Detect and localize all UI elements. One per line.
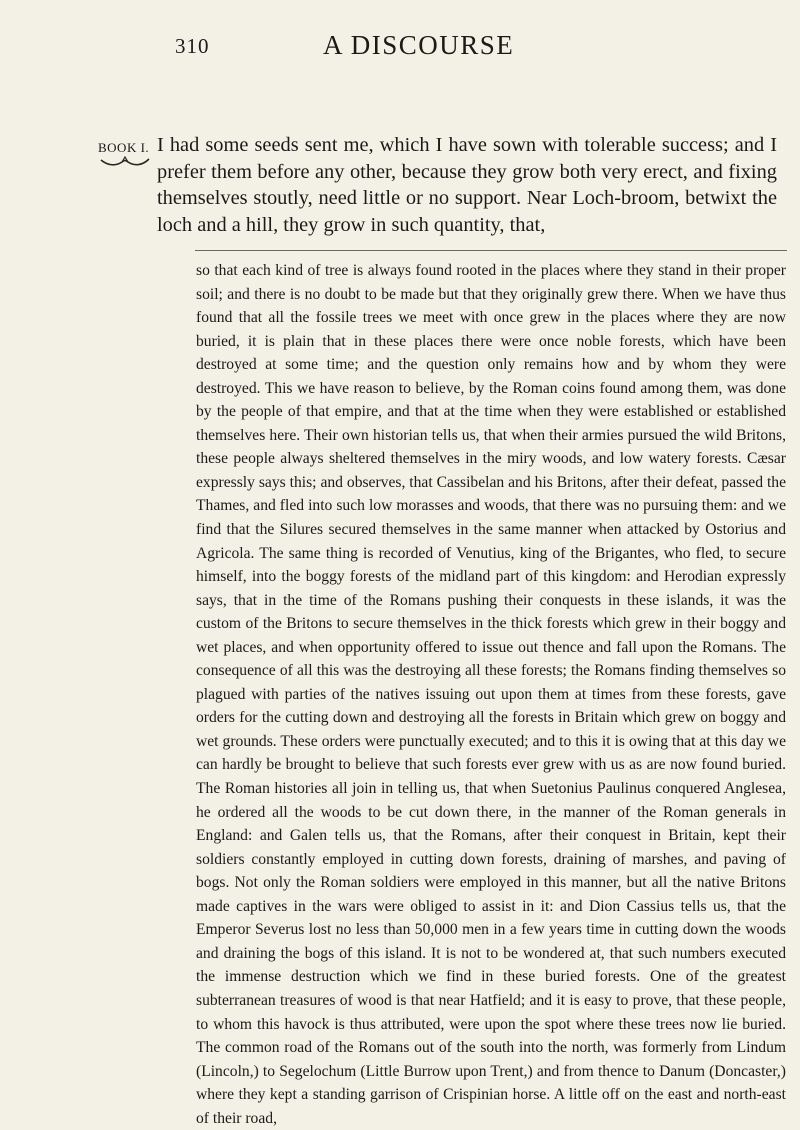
footnote-paragraph: so that each kind of tree is always found rooted in the places where they stand in their proper soil; and there is no doubt to be made but that they originally grew there. When we have thus found that all the fossile trees we meet with once grew in the places where they are now buried, it is plain that in these places there were once noble forests, which have been destroyed at some time; and the question only remains how and by whom they were destroyed. This we have reason to believe, by the Roman coins found among them, was done by the people of that empire, and that at the time when they were established or established themselves here. Their own historian tells us, that when their armies pursued the wild Britons, these people always sheltered themselves in the miry woods, and low watery forests. Cæsar expressly says this; and observes, that Cassibelan and his Britons, after their defeat, passed the Thames, and fled into such low morasses and woods, that there was no pursuing them: and we find that the Silures secured themselves in the same manner when attacked by Ostorius and Agricola. The same thing is recorded of Venutius, king of the Brigantes, who fled, to secure himself, into the boggy forests of the midland part of this kingdom: and Herodian expressly says, that in the time of the Romans pushing their conquests in these islands, it was the custom of the Britons to secure themselves in the thick forests which grew in their boggy and wet places, and when opportunity offered to issue out thence and fall upon the Romans. The consequence of all this was the destroying all these forests; the Romans finding themselves so plagued with parties of the natives issuing out upon them at times from these forests, gave orders for the cutting down and destroying all the forests in Britain which grew on boggy and wet grounds. These orders were punctually executed; and to this it is owing that at this day we can hardly be brought to believe that such forests ever grew with us as are now found buried. The Roman histories all join in telling us, that when Suetonius Paulinus conquered Anglesea, he ordered all the woods to be cut down there, in the manner of the Roman generals in England: and Galen tells us, that the Romans, after their conquest in Britain, kept their soldiers constantly employed in cutting down forests, draining of marshes, and paving of bogs. Not only the Roman soldiers were employed in this manner, but all the native Britons made captives in the wars were obliged to assist in it: and Dion Cassius tells us, that the Emperor Severus lost no less than 50,000 men in a few years time in cutting down the woods and draining the bogs of this island. It is not to be wondered at, that such numbers executed the immense destruction which we find in these buried forests. One of the greatest subterranean treasures of wood is that near Hatfield; and it is easy to prove, that these people, to whom this havock is thus attributed, were upon the spot where these trees now lie buried. The common road of the Romans out of the south into the north, was formerly from Lindum (Lincoln,) to Segelochum (Little Burrow upon Trent,) and from thence to Danum (Doncaster,) where they kept a standing garrison of Crispinian horse. A little off on the east and north-east of their road,: [196, 262, 786, 1127]
flourish-ornament: [100, 156, 150, 170]
running-head: [0, 30, 800, 64]
body-paragraph: I had some seeds sent me, which I have sown with tolerable success; and I prefer them before any other, because they grow both very erect, and fixing themselves stoutly, need little or no support. Near Loch-broom, betwixt the loch and a hill, they grow in such quantity, that,: [157, 134, 777, 236]
margin-book-label: BOOK I.: [98, 140, 150, 155]
running-title: A DISCOURSE: [323, 30, 515, 60]
footnote-rule: [195, 250, 787, 251]
page-number: 310: [175, 34, 210, 58]
